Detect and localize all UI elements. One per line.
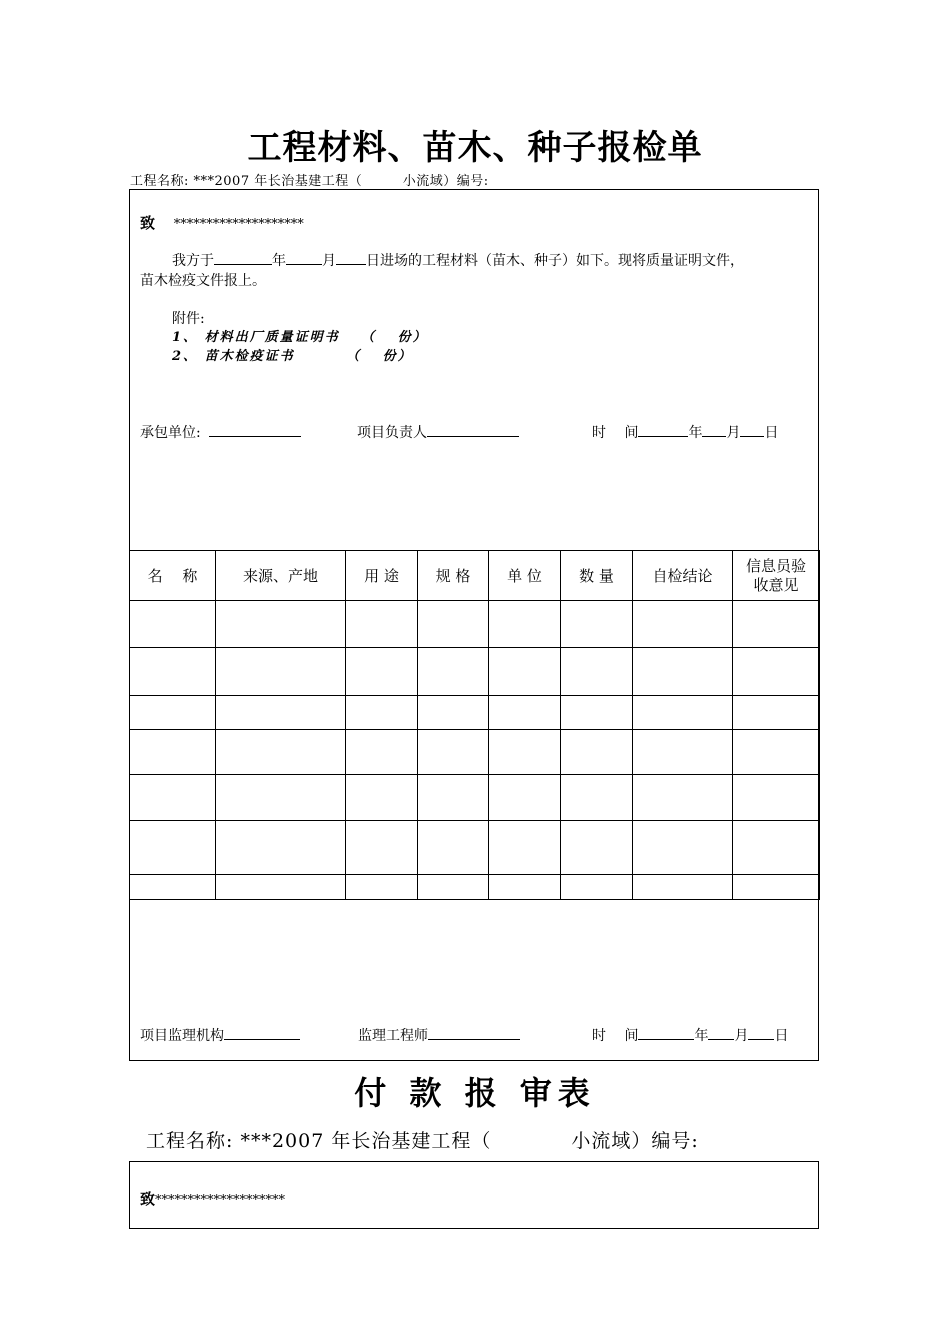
table-cell[interactable] [418, 821, 489, 875]
materials-table [129, 550, 820, 900]
table-row [130, 601, 820, 648]
col-header-spec: 规 格 [418, 551, 489, 601]
date-day: 日 [764, 425, 779, 441]
day-blank [336, 250, 366, 265]
supervision-org-blank [224, 1025, 300, 1040]
table-cell[interactable] [633, 601, 733, 648]
year-blank [214, 250, 272, 265]
col-header-acceptance: 信息员验 收意见 [733, 551, 820, 601]
table-cell[interactable] [418, 775, 489, 821]
table-cell[interactable] [733, 730, 820, 775]
payment-recipient-line [140, 1188, 285, 1209]
project-meta: 工程名称: ***2007 年长治基建工程（ 小流域）编号: [130, 174, 489, 189]
table-cell[interactable] [633, 875, 733, 900]
payment-project-meta: 工程名称: ***2007 年长治基建工程（ 小流域）编号: [146, 1130, 699, 1152]
table-cell[interactable] [418, 730, 489, 775]
table-cell[interactable] [489, 696, 561, 730]
table-header-row [130, 551, 820, 601]
date-month-blank [702, 422, 726, 437]
table-cell[interactable] [130, 821, 216, 875]
table-row [130, 730, 820, 775]
supervision-org-line [140, 1025, 300, 1045]
table-cell[interactable] [733, 775, 820, 821]
table-cell[interactable] [561, 875, 633, 900]
intro-month: 月 [322, 253, 336, 269]
table-cell[interactable] [346, 648, 418, 696]
table-cell[interactable] [489, 601, 561, 648]
table-cell[interactable] [418, 601, 489, 648]
table-cell[interactable] [130, 601, 216, 648]
sup-month-blank [708, 1025, 734, 1040]
table-cell[interactable] [633, 775, 733, 821]
date-day-blank [740, 422, 764, 437]
table-row [130, 775, 820, 821]
table-cell[interactable] [216, 696, 346, 730]
table-cell[interactable] [216, 648, 346, 696]
intro-line-1 [172, 250, 744, 270]
supervision-date-line [592, 1025, 788, 1045]
table-cell[interactable] [733, 601, 820, 648]
table-cell[interactable] [633, 696, 733, 730]
table-cell[interactable] [561, 775, 633, 821]
contractor-blank [209, 422, 301, 437]
table-cell[interactable] [733, 821, 820, 875]
table-cell[interactable] [346, 601, 418, 648]
date-year: 年 [688, 425, 703, 441]
table-cell[interactable] [346, 821, 418, 875]
table-cell[interactable] [418, 696, 489, 730]
table-row [130, 875, 820, 900]
intro-text: 我方于 [172, 253, 214, 269]
supervisor-label: 监理工程师 [358, 1028, 428, 1044]
table-cell[interactable] [733, 648, 820, 696]
page-title: 工程材料、苗木、种子报检单 [247, 128, 703, 168]
payment-to-label: 致 [140, 1190, 156, 1208]
table-cell[interactable] [130, 730, 216, 775]
date-month: 月 [726, 425, 741, 441]
table-cell[interactable] [130, 648, 216, 696]
sup-day-blank [748, 1025, 774, 1040]
table-cell[interactable] [346, 696, 418, 730]
col-header-usage: 用 途 [346, 551, 418, 601]
table-cell[interactable] [346, 730, 418, 775]
contractor-line [140, 422, 301, 442]
sup-time-label: 时 间 [592, 1028, 639, 1044]
table-cell[interactable] [216, 730, 346, 775]
table-cell[interactable] [346, 775, 418, 821]
table-cell[interactable] [489, 730, 561, 775]
intro-line-2: 苗木检疫文件报上。 [140, 273, 266, 289]
table-row [130, 648, 820, 696]
table-cell[interactable] [733, 696, 820, 730]
recipient-value: ******************** [173, 217, 304, 232]
table-cell[interactable] [561, 648, 633, 696]
table-cell[interactable] [489, 775, 561, 821]
sup-year: 年 [694, 1028, 709, 1044]
table-cell[interactable] [346, 875, 418, 900]
col-header-self-check: 自检结论 [633, 551, 733, 601]
attachment-item-1: 1、 材料出厂质量证明书 （ 份） [172, 330, 428, 345]
pm-line [357, 422, 519, 442]
attachments-label: 附件: [172, 311, 205, 327]
supervision-org-label: 项目监理机构 [140, 1028, 224, 1044]
supervisor-blank [428, 1025, 520, 1040]
table-cell[interactable] [489, 648, 561, 696]
sup-day: 日 [774, 1028, 789, 1044]
sup-month: 月 [734, 1028, 749, 1044]
table-cell[interactable] [561, 730, 633, 775]
col-header-origin: 来源、产地 [216, 551, 346, 601]
table-cell[interactable] [216, 775, 346, 821]
sup-year-blank [638, 1025, 694, 1040]
table-cell[interactable] [633, 730, 733, 775]
table-cell[interactable] [216, 875, 346, 900]
payment-recipient-value: ******************** [155, 1193, 286, 1208]
time-label: 时 间 [592, 425, 639, 441]
attachment-item-2: 2、 苗木检疫证书 （ 份） [172, 349, 413, 364]
table-cell[interactable] [733, 875, 820, 900]
table-cell[interactable] [216, 601, 346, 648]
contractor-label: 承包单位: [140, 425, 201, 441]
pm-blank [427, 422, 519, 437]
table-cell[interactable] [561, 601, 633, 648]
table-cell[interactable] [561, 696, 633, 730]
date-year-blank [638, 422, 688, 437]
pm-label: 项目负责人 [357, 425, 427, 441]
table-cell[interactable] [130, 875, 216, 900]
intro-year: 年 [272, 253, 286, 269]
table-cell[interactable] [633, 821, 733, 875]
payment-form-title: 付 款 报 审表 [354, 1074, 596, 1112]
table-cell[interactable] [130, 696, 216, 730]
table-cell[interactable] [633, 648, 733, 696]
col-header-name: 名 称 [130, 551, 216, 601]
intro-rest: 日进场的工程材料（苗木、种子）如下。现将质量证明文件， [366, 253, 744, 269]
table-row [130, 821, 820, 875]
recipient-line [140, 212, 304, 233]
date-line [592, 422, 778, 442]
table-cell[interactable] [561, 821, 633, 875]
table-cell[interactable] [489, 875, 561, 900]
table-cell[interactable] [130, 775, 216, 821]
to-label: 致 [140, 214, 156, 232]
col-header-quantity: 数 量 [561, 551, 633, 601]
supervisor-line [358, 1025, 520, 1045]
table-cell[interactable] [489, 821, 561, 875]
table-cell[interactable] [418, 648, 489, 696]
table-cell[interactable] [216, 821, 346, 875]
table-cell[interactable] [418, 875, 489, 900]
table-row [130, 696, 820, 730]
month-blank [286, 250, 322, 265]
col-header-unit: 单 位 [489, 551, 561, 601]
